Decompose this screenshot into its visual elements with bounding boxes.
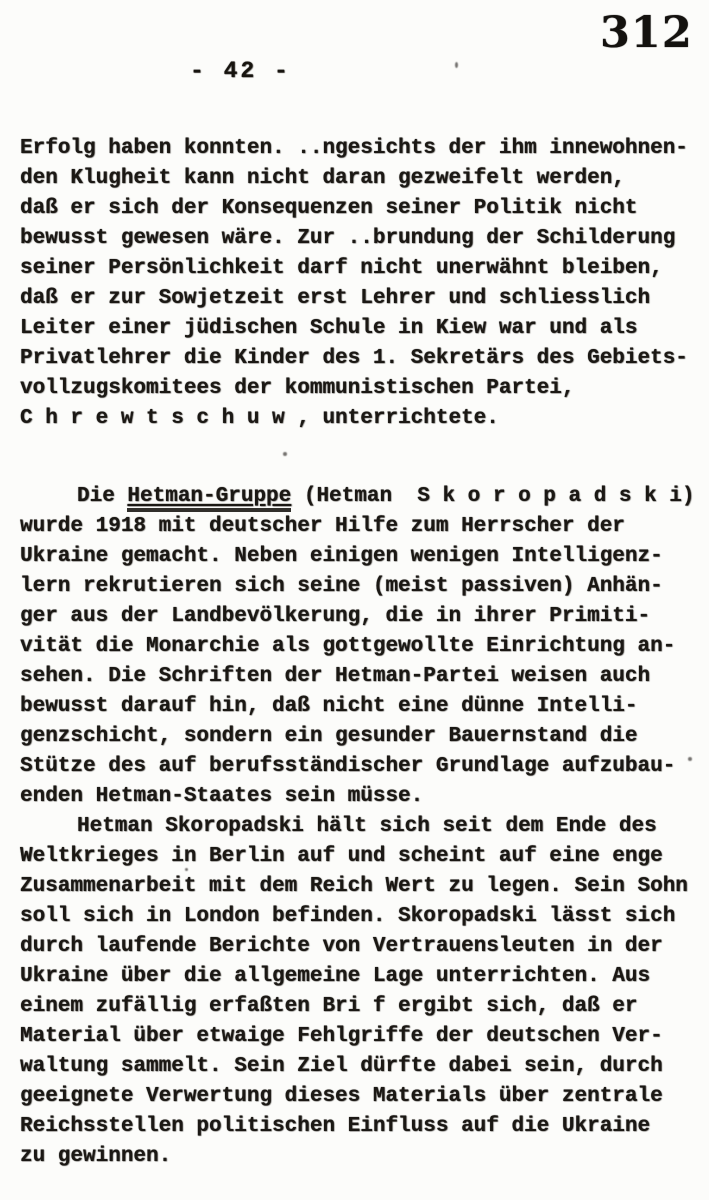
text-line: einem zufällig erfaßten Bri f ergibt sich, daß er	[20, 995, 638, 1018]
text-line: Leiter einer jüdischen Schule in Kiew war und als	[20, 317, 638, 340]
text-line: lern rekrutieren sich seine (meist passiven) Anhän-	[20, 575, 663, 598]
text-line: Hetman Skoropadski hält sich seit dem Ende des	[77, 815, 657, 838]
underlined-text: Hetman-Gruppe	[127, 485, 291, 512]
text-line: Zusammenarbeit mit dem Reich Wert zu legen. Sein Sohn	[20, 875, 688, 898]
text-line: den Klugheit kann nicht daran gezweifelt werden,	[20, 167, 625, 190]
text-segment: (Hetman S k o r o p a d s k i)	[291, 485, 695, 508]
text-line: vollzugskomitees der kommunistischen Partei,	[20, 377, 575, 400]
text-line: ger aus der Landbevölkerung, die in ihrer Primiti-	[20, 605, 651, 628]
text-line: C h r e w t s c h u w , unterrichtete.	[20, 407, 499, 430]
text-line: Ukraine gemacht. Neben einigen wenigen Intelligenz-	[20, 545, 663, 568]
text-line: zu gewinnen.	[20, 1145, 172, 1168]
paragraph	[20, 134, 700, 434]
text-line: daß er sich der Konsequenzen seiner Politik nicht	[20, 197, 638, 220]
text-line	[20, 482, 700, 512]
text-line: sehen. Die Schriften der Hetman-Partei weisen auch	[20, 665, 651, 688]
text-line: Ukraine über die allgemeine Lage unterrichten. Aus	[20, 965, 651, 988]
text-line: wurde 1918 mit deutscher Hilfe zum Herrscher der	[20, 515, 625, 538]
scan-speck	[185, 868, 188, 871]
text-line: waltung sammelt. Sein Ziel dürfte dabei sein, durch	[20, 1055, 663, 1078]
text-line: genzschicht, sondern ein gesunder Bauernstand die	[20, 725, 638, 748]
text-line: Material über etwaige Fehlgriffe der deutschen Ver-	[20, 1025, 663, 1048]
page-stamp-number: 312	[600, 8, 693, 58]
text-line: bewusst gewesen wäre. Zur ..brundung der Schilderung	[20, 227, 676, 250]
text-segment: Die	[77, 485, 128, 508]
text-line: Weltkrieges in Berlin auf und scheint auf eine enge	[20, 845, 663, 868]
paragraph	[20, 482, 700, 812]
scan-speck	[283, 452, 287, 456]
text-line: bewusst darauf hin, daß nicht eine dünne Intelli-	[20, 695, 638, 718]
paragraph	[20, 812, 700, 1172]
text-line: Reichsstellen politischen Einfluss auf die Ukraine	[20, 1115, 651, 1138]
document-body	[20, 134, 700, 1172]
text-line: Erfolg haben konnten. ..ngesichts der ihm innewohnen-	[20, 137, 688, 160]
scan-speck	[455, 62, 458, 68]
text-line: vität die Monarchie als gottgewollte Einrichtung an-	[20, 635, 676, 658]
text-line: enden Hetman-Staates sein müsse.	[20, 785, 424, 808]
text-line: Stütze des auf berufsständischer Grundlage aufzubau-	[20, 755, 676, 778]
text-line: durch laufende Berichte von Vertrauensleuten in der	[20, 935, 663, 958]
text-line: seiner Persönlichkeit darf nicht unerwähnt bleiben,	[20, 257, 663, 280]
text-line: soll sich in London befinden. Skoropadski lässt sich	[20, 905, 676, 928]
text-line: daß er zur Sowjetzeit erst Lehrer und schliesslich	[20, 287, 651, 310]
page-number: - 42 -	[190, 58, 291, 84]
text-line: geeignete Verwertung dieses Materials über zentrale	[20, 1085, 663, 1108]
text-line: Privatlehrer die Kinder des 1. Sekretärs des Gebiets-	[20, 347, 688, 370]
scan-speck	[688, 757, 692, 761]
